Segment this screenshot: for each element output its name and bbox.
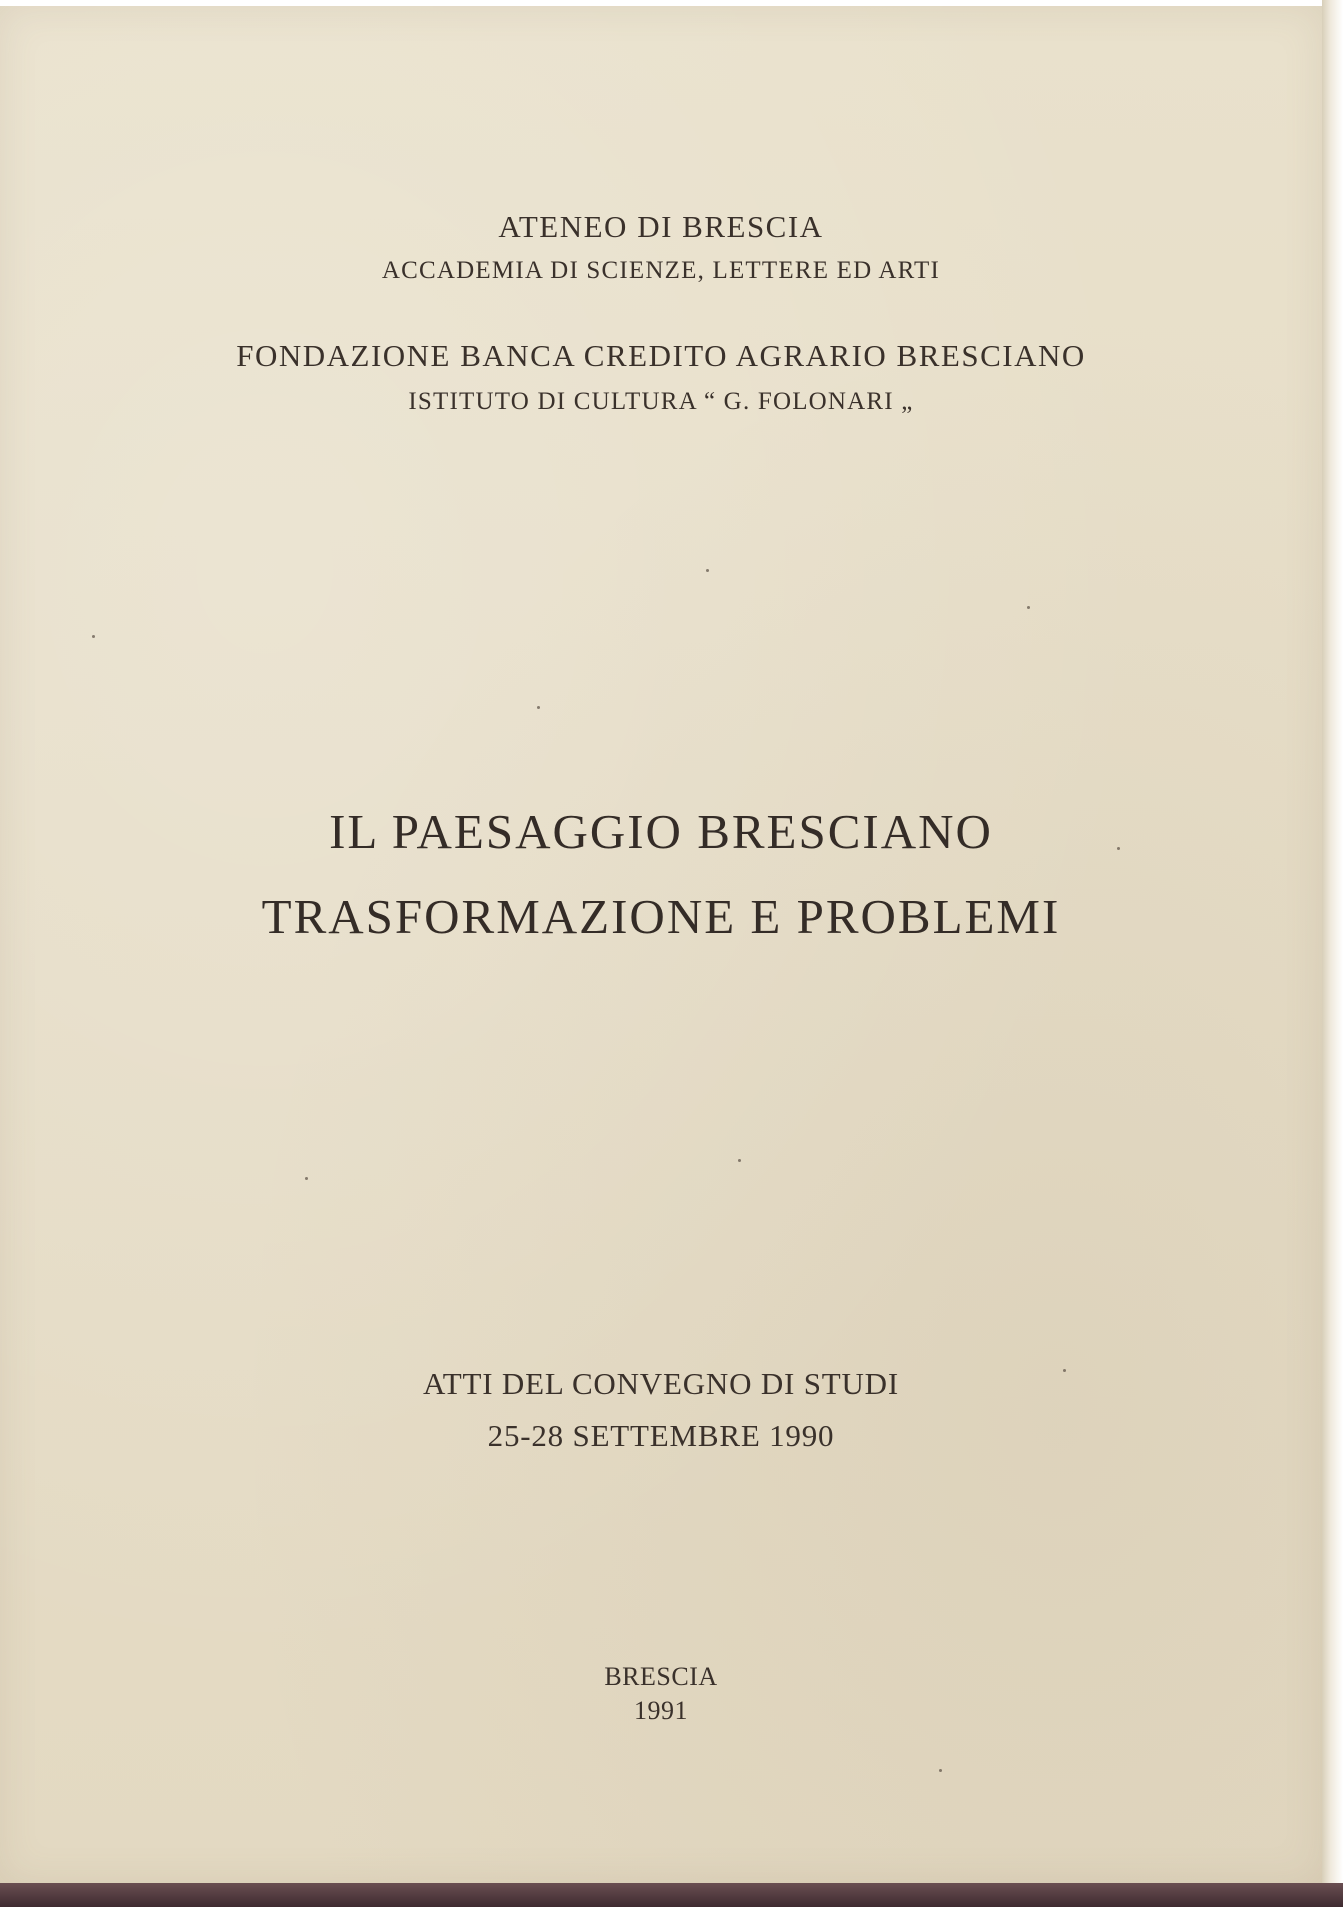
paper-speck bbox=[305, 1177, 308, 1180]
imprint-year: 1991 bbox=[634, 1696, 688, 1725]
proceedings-line-1: ATTI DEL CONVEGNO DI STUDI bbox=[423, 1366, 899, 1401]
paper-speck bbox=[1027, 606, 1030, 609]
institution-1-subtitle: ACCADEMIA DI SCIENZE, LETTERE ED ARTI bbox=[381, 257, 941, 284]
cover-paper bbox=[0, 6, 1325, 1883]
paper-speck bbox=[1117, 847, 1120, 850]
institution-1-name: ATENEO DI BRESCIA bbox=[498, 209, 824, 244]
cover-right-edge bbox=[1322, 0, 1343, 1907]
book-title-line-2: TRASFORMAZIONE E PROBLEMI bbox=[261, 889, 1061, 944]
book-title-line-1: IL PAESAGGIO BRESCIANO bbox=[329, 804, 993, 859]
scan-bottom-border bbox=[0, 1883, 1343, 1907]
paper-speck bbox=[939, 1769, 942, 1772]
imprint-place: BRESCIA bbox=[604, 1662, 718, 1691]
paper-speck bbox=[537, 706, 540, 709]
paper-speck bbox=[1063, 1369, 1066, 1372]
paper-speck bbox=[738, 1159, 741, 1162]
institution-2-name: FONDAZIONE BANCA CREDITO AGRARIO BRESCIANO bbox=[236, 338, 1086, 373]
proceedings-dates: 25-28 SETTEMBRE 1990 bbox=[487, 1418, 835, 1453]
paper-speck bbox=[92, 635, 95, 638]
institution-2-subtitle: ISTITUTO DI CULTURA “ G. FOLONARI „ bbox=[408, 388, 914, 415]
paper-speck bbox=[706, 569, 709, 572]
